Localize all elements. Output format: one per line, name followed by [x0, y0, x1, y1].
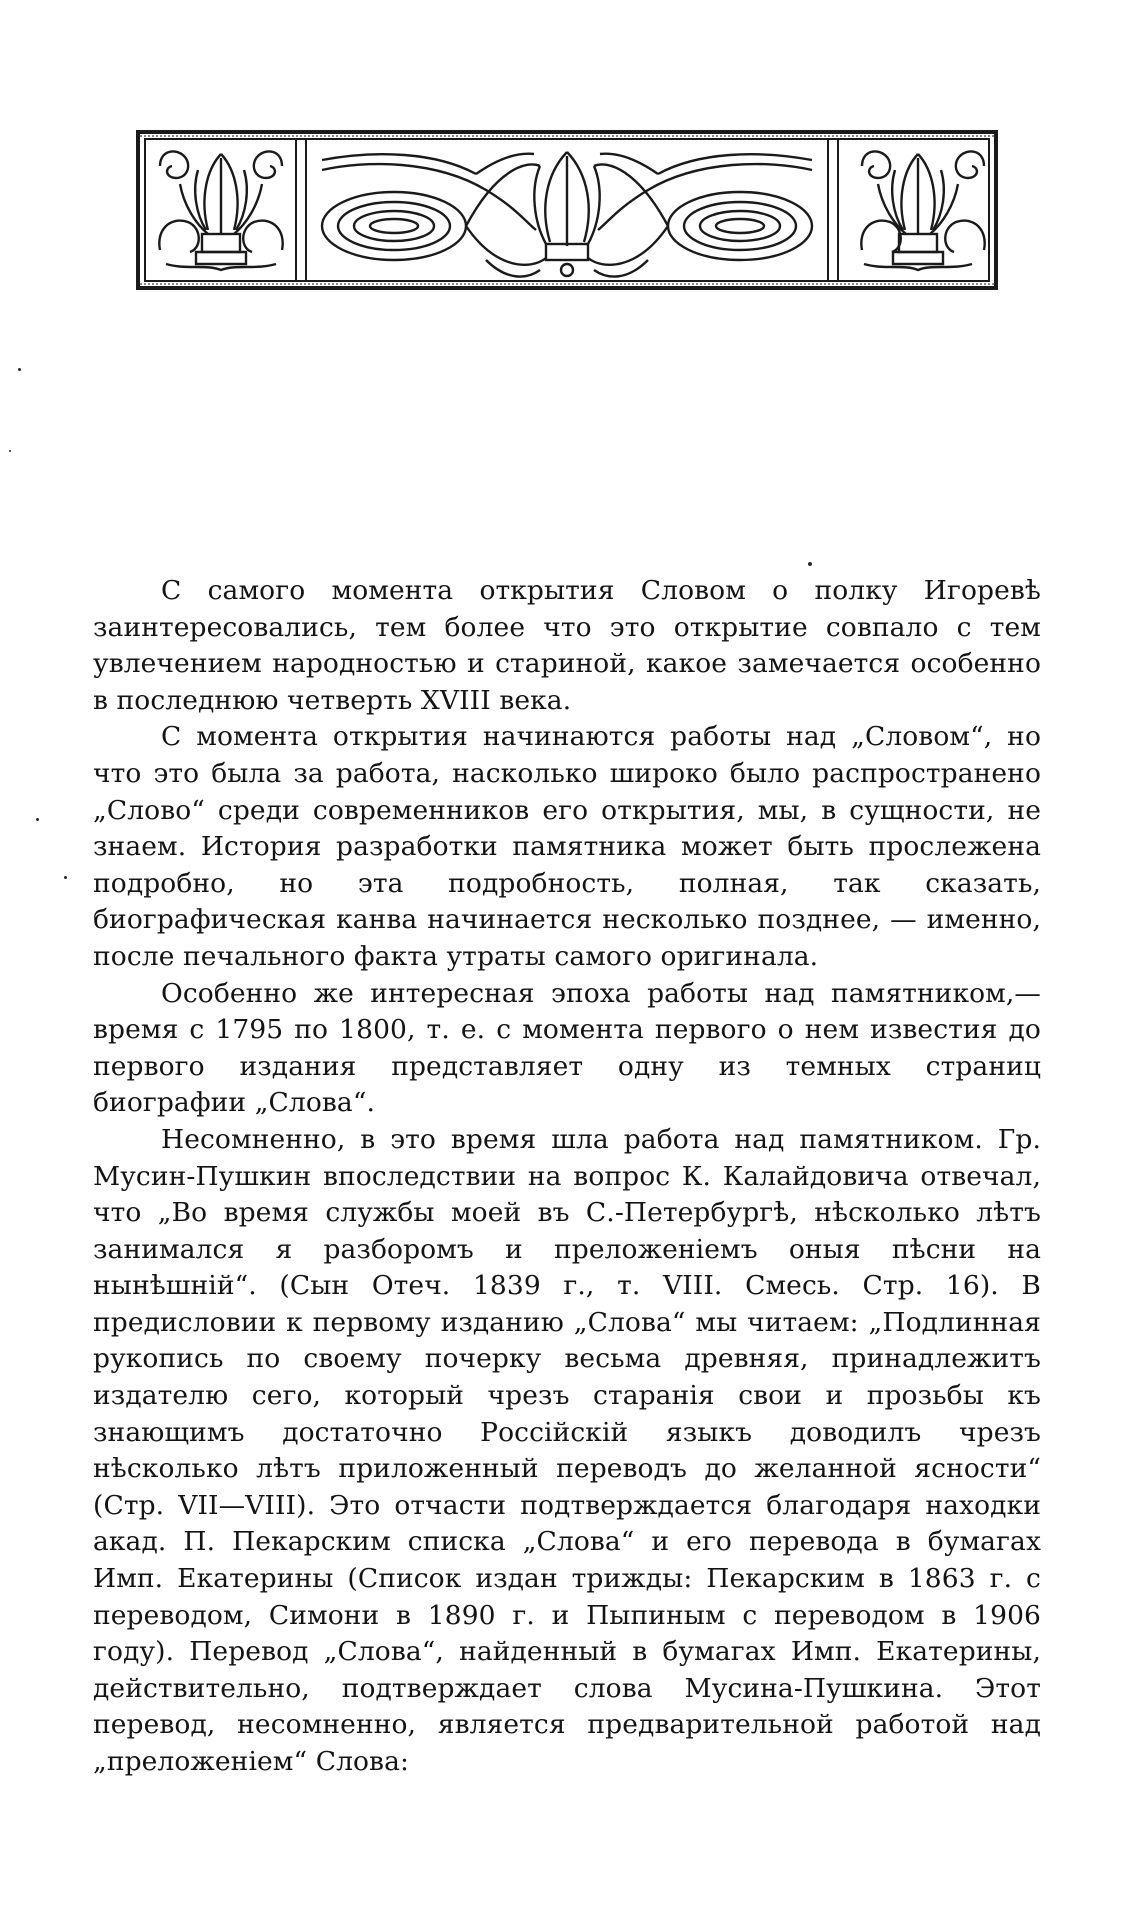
print-speck	[9, 450, 11, 452]
decorative-headpiece	[136, 130, 998, 290]
body-text	[93, 573, 1041, 1781]
print-speck	[18, 368, 21, 371]
paragraph-4: Несомненно, в это время шла работа над памятником. Гр. Мусин-Пушкин впоследствии на вопрос К. Калайдовича отвечал, что „Во время службы моей въ С.-Петербургѣ, нѣсколько лѣтъ занимался я разборомъ и преложенiемъ оныя пѣсни на нынѣшнiй“. (Сын Отеч. 1839 г., т. VIII. Смесь. Стр. 16). В предисловии к первому изданию „Слова“ мы читаем: „Подлинная рукопись по своему почерку весьма древняя, принадлежитъ издателю сего, который чрезъ старанiя свои и прозьбы къ знающимъ достаточно Россiйскiй языкъ доводилъ чрезъ нѣсколько лѣтъ приложенный переводъ до желанной ясности“ (Стр. VII—VIII). Это отчасти подтверждается благодаря находки акад. П. Пекарским списка „Слова“ и его перевода в бумагах Имп. Екатерины (Список издан трижды: Пекарским в 1863 г. с переводом, Симони в 1890 г. и Пыпиным с переводом в 1906 году). Перевод „Слова“, найденный в бумагах Имп. Екатерины, действительно, подтверждает слова Мусина-Пушкина. Этот перевод, несомненно, является предварительной работой над „преложенiем“ Слова:	[93, 1123, 1041, 1777]
print-speck	[808, 562, 812, 566]
paragraph-2: С момента открытия начинаются работы над „Словом“, но что это была за работа, насколько широко было распространено „Слово“ среди современников его открытия, мы, в сущности, не знаем. История разработки памятника может быть прослежена подробно, но эта подробность, полная, так сказать, биографическая канва начинается несколько позднее, — именно, после печального факта утраты самого оригинала.	[93, 721, 1041, 972]
print-speck	[64, 876, 67, 879]
paragraph-3: Особенно же интересная эпоха работы над памятником,— время с 1795 по 1800, т. е. с момента первого о нем известия до первого издания представляет одну из темных страниц биографии „Слова“.	[93, 977, 1041, 1119]
print-speck	[36, 818, 39, 821]
paragraph-1: С самого момента открытия Словом о полку Игоревѣ заинтересовались, тем более что это открытие совпало с тем увлечением народностью и стариной, какое замечается особенно в последнюю четверть XVIII века.	[93, 575, 1041, 716]
